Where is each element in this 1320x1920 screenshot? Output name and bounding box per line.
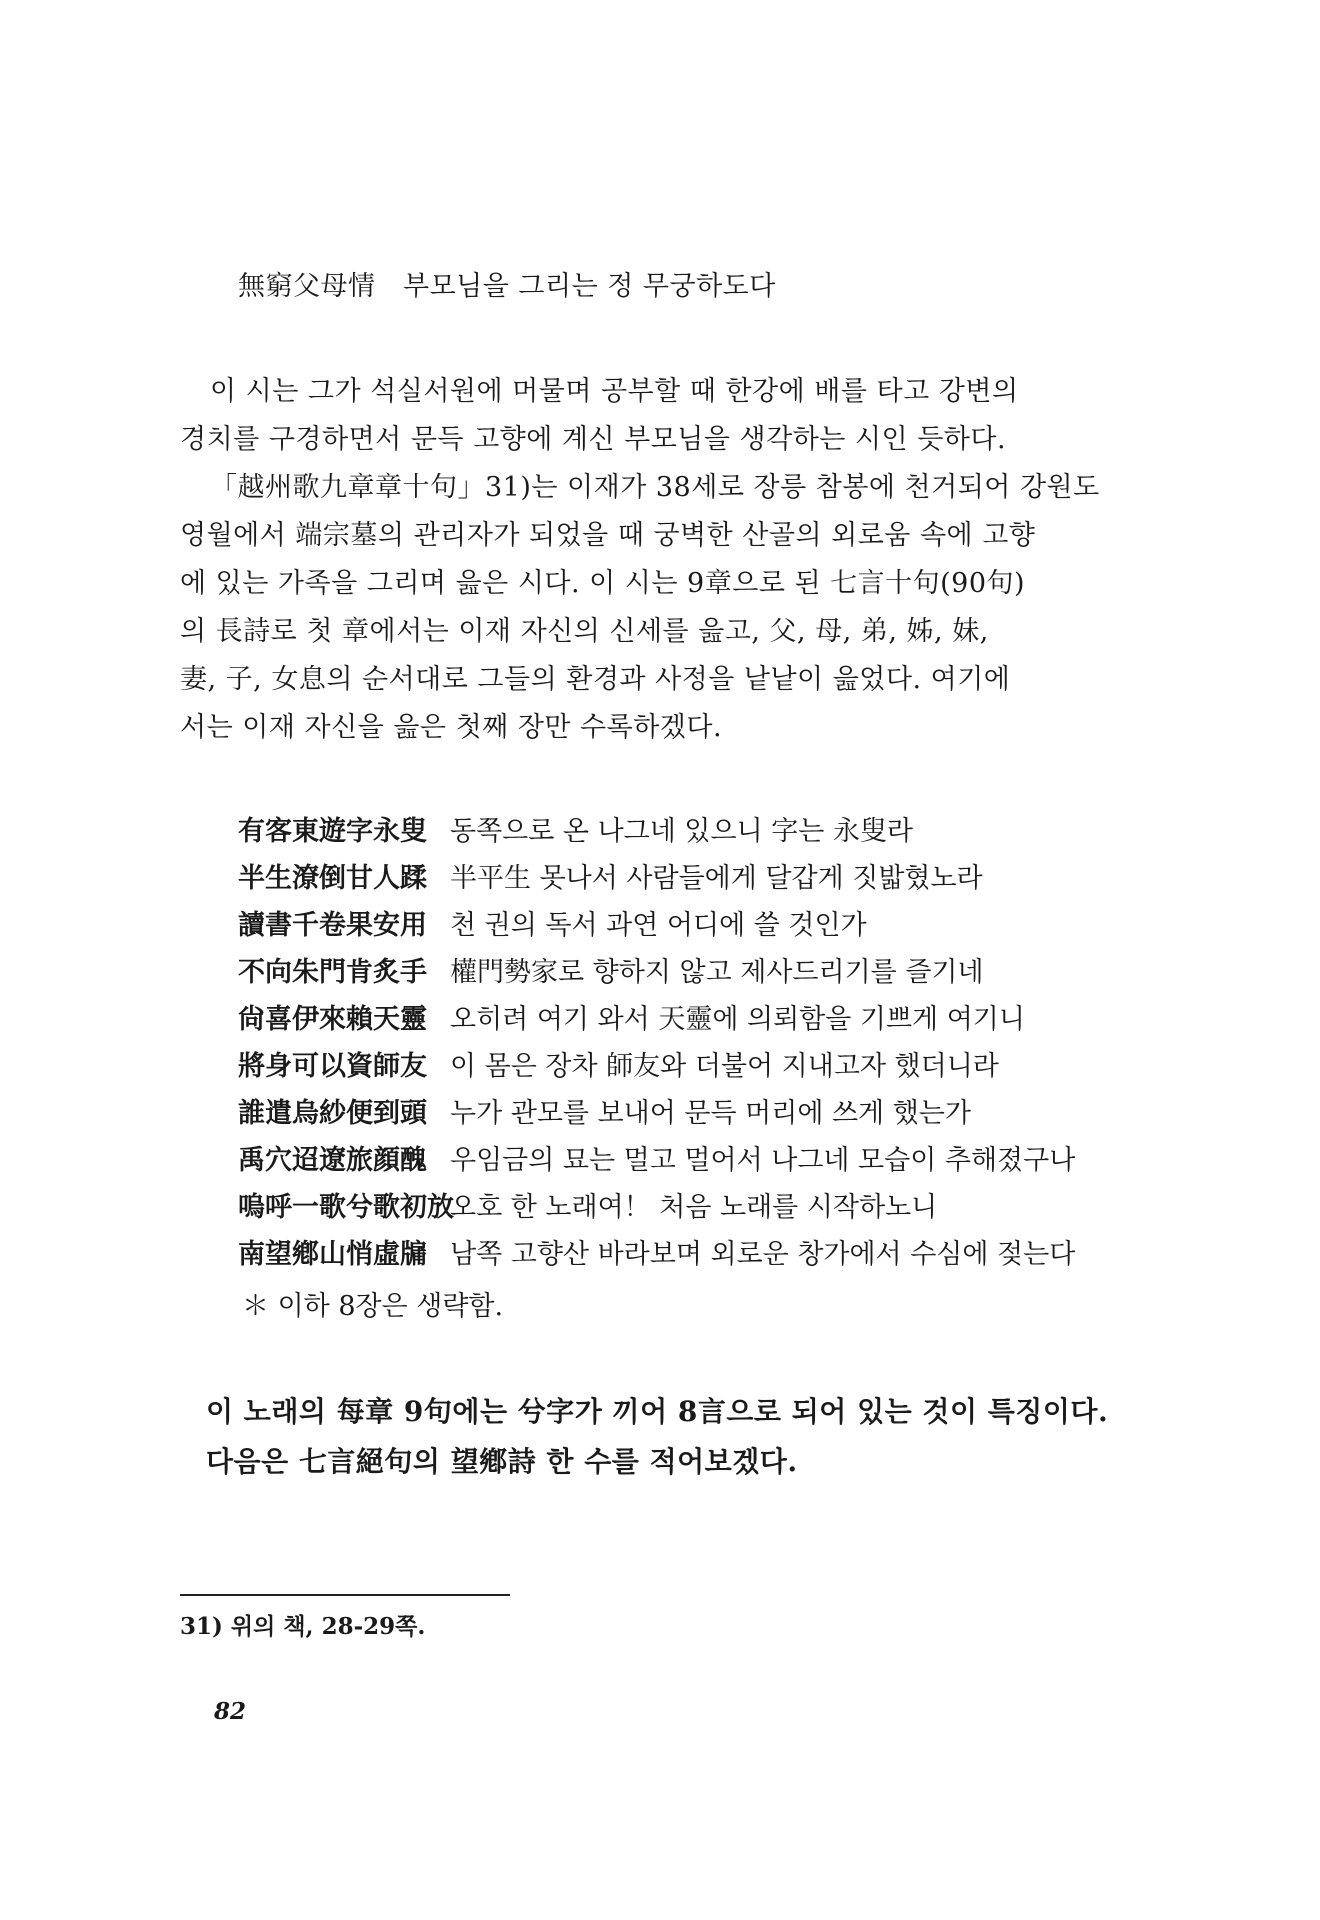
poem-korean-line: 남쪽 고향산 바라보며 외로운 창가에서 수심에 젖는다 (450, 1239, 1076, 1270)
poem-korean-line: 半平生 못나서 사람들에게 달갑게 짓밟혔노라 (450, 863, 983, 894)
page-number: 82 (214, 1698, 247, 1725)
poem-hanja-line: 讀書千卷果安用 (238, 910, 427, 941)
poem-korean-line: 오호 한 노래여！ 처음 노래를 시작하노니 (450, 1192, 938, 1223)
footnote: 31) 위의 책, 28-29쪽. (180, 1613, 426, 1640)
paragraph-2-line: 다음은 七言絕句의 望鄕詩 한 수를 적어보겠다. (206, 1445, 798, 1478)
paragraph-2-line: 이 노래의 每章 9句에는 兮字가 끼어 8言으로 되어 있는 것이 특징이다. (206, 1395, 1109, 1428)
paragraph-1-line: 의 長詩로 첫 章에서는 이재 자신의 신세를 읊고, 父, 母, 弟, 姊, 妹, (180, 616, 989, 647)
poem-row (238, 1003, 1025, 1037)
poem-row (238, 1191, 937, 1225)
paragraph-1-line: 경치를 구경하면서 문득 고향에 계신 부모님을 생각하는 시인 듯하다. (180, 424, 1007, 455)
poem-korean-line: 천 권의 독서 과연 어디에 쓸 것인가 (450, 910, 867, 941)
poem-row (238, 1238, 1075, 1272)
poem-korean-line: 이 몸은 장차 師友와 더불어 지내고자 했더니라 (450, 1051, 999, 1082)
paragraph-1-line: 「越州歌九章章十句」31)는 이재가 38세로 장릉 참봉에 천거되어 강원도 (210, 472, 1100, 503)
poem-row (238, 956, 984, 990)
paragraph-1-line: 妻, 子, 女息의 순서대로 그들의 환경과 사정을 낱낱이 읊었다. 여기에 (180, 664, 1011, 695)
poem-hanja-line: 誰遣烏紗便到頭 (238, 1098, 427, 1129)
poem-hanja-line: 南望鄕山悄虛牖 (238, 1239, 427, 1270)
poem-korean-line: 우임금의 묘는 멀고 멀어서 나그네 모습이 추해졌구나 (450, 1145, 1076, 1176)
poem-row (238, 1097, 971, 1131)
poem-korean-line: 오히려 여기 와서 天靈에 의뢰함을 기쁘게 여기니 (450, 1004, 1025, 1035)
poem-hanja-line: 將身可以資師友 (238, 1051, 427, 1082)
poem-hanja-line: 嗚呼一歌兮歌初放 (238, 1192, 454, 1223)
paragraph-1-line: 영월에서 端宗墓의 관리자가 되었을 때 궁벽한 산골의 외로움 속에 고향 (180, 520, 1036, 551)
paragraph-1-line: 이 시는 그가 석실서원에 머물며 공부할 때 한강에 배를 타고 강변의 (210, 376, 1019, 407)
poem-row (238, 1050, 999, 1084)
poem-korean-line: 동쪽으로 온 나그네 있으니 字는 永叟라 (450, 816, 913, 847)
poem-korean-line: 權門勢家로 향하지 않고 제사드리기를 즐기네 (450, 957, 984, 988)
poem-hanja-line: 有客東遊字永叟 (238, 816, 427, 847)
poem-row (238, 862, 983, 896)
top-verse-line: 無窮父母情 부모님을 그리는 정 무궁하도다 (238, 271, 776, 302)
poem-row (238, 909, 867, 943)
footnote-divider (180, 1594, 510, 1596)
poem-row (238, 1144, 1075, 1178)
poem-hanja-line: 不向朱門肯炙手 (238, 957, 427, 988)
paragraph-1-line: 에 있는 가족을 그리며 읊은 시다. 이 시는 9章으로 된 七言十句(90句) (180, 568, 1026, 599)
poem-omission-note: ＊ 이하 8장은 생략함. (242, 1291, 504, 1322)
poem-korean-line: 누가 관모를 보내어 문득 머리에 쓰게 했는가 (450, 1098, 971, 1129)
poem-hanja-line: 半生潦倒甘人蹂 (238, 863, 427, 894)
paragraph-1-line: 서는 이재 자신을 읊은 첫째 장만 수록하겠다. (180, 712, 723, 743)
poem-hanja-line: 尙喜伊來賴天靈 (238, 1004, 427, 1035)
poem-hanja-line: 禹穴迢遼旅顔醜 (238, 1145, 427, 1176)
poem-row (238, 815, 913, 849)
